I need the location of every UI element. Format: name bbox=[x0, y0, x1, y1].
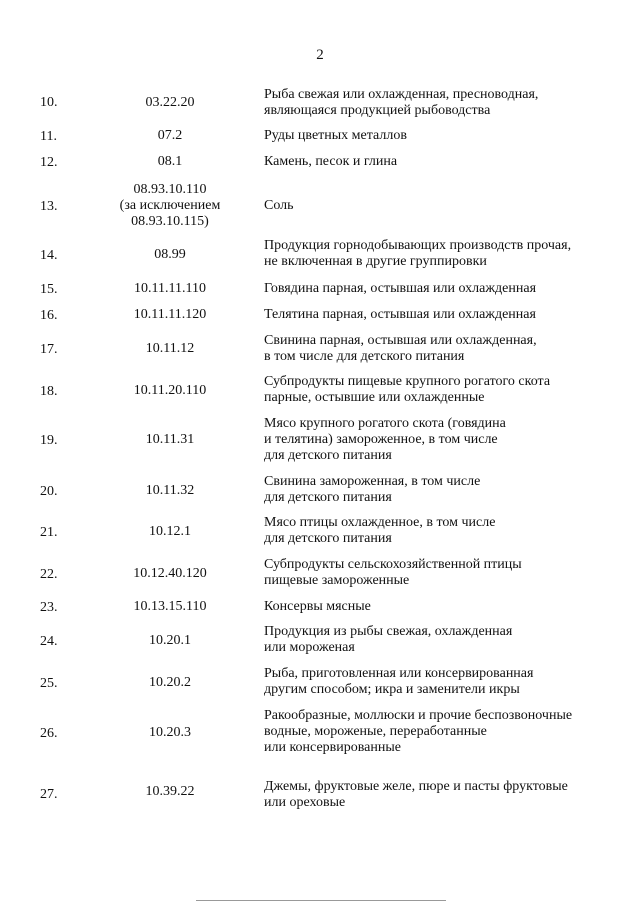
desc-line: Джемы, фруктовые желе, пюре и пасты фруктовые bbox=[264, 779, 568, 794]
row-number: 20. bbox=[40, 484, 58, 499]
okpd-code bbox=[95, 247, 245, 263]
desc-line: Консервы мясные bbox=[264, 599, 371, 614]
desc-line: Продукция из рыбы свежая, охлажденная bbox=[264, 624, 513, 639]
desc-line: пищевые замороженные bbox=[264, 573, 410, 588]
code-line: 10.11.11.120 bbox=[133, 307, 207, 322]
row-number: 12. bbox=[40, 155, 58, 170]
code-line: 10.11.32 bbox=[145, 483, 195, 498]
row-description bbox=[264, 333, 614, 365]
row-description bbox=[264, 779, 614, 811]
code-line: (за исключением bbox=[119, 198, 221, 213]
row-number: 25. bbox=[40, 676, 58, 691]
desc-line: Свинина замороженная, в том числе bbox=[264, 474, 481, 489]
row-description bbox=[264, 154, 614, 170]
okpd-code bbox=[95, 95, 245, 111]
okpd-code bbox=[95, 341, 245, 357]
okpd-code bbox=[95, 128, 245, 144]
row-description bbox=[264, 128, 614, 144]
code-line: 10.20.2 bbox=[149, 675, 191, 690]
row-description bbox=[264, 557, 614, 589]
desc-line: являющаяся продукцией рыбоводства bbox=[264, 103, 491, 118]
okpd-code bbox=[95, 154, 245, 170]
code-line: 10.20.1 bbox=[149, 633, 191, 648]
desc-line: для детского питания bbox=[264, 448, 392, 463]
desc-line: другим способом; икра и заменители икры bbox=[264, 682, 520, 697]
code-line: 10.11.31 bbox=[145, 432, 195, 447]
desc-line: и телятина) замороженное, в том числе bbox=[264, 432, 498, 447]
okpd-code bbox=[95, 307, 245, 323]
desc-line: Мясо птицы охлажденное, в том числе bbox=[264, 515, 496, 530]
desc-line: Камень, песок и глина bbox=[264, 154, 398, 169]
desc-line: Субпродукты пищевые крупного рогатого скота bbox=[264, 374, 551, 389]
row-description bbox=[264, 515, 614, 547]
desc-line: для детского питания bbox=[264, 531, 392, 546]
desc-line: Говядина парная, остывшая или охлажденная bbox=[264, 281, 537, 296]
row-description bbox=[264, 416, 614, 464]
desc-line: водные, мороженые, переработанные bbox=[264, 724, 487, 739]
row-number: 15. bbox=[40, 282, 58, 297]
row-number: 13. bbox=[40, 199, 58, 214]
okpd-code bbox=[95, 725, 245, 741]
okpd-code bbox=[95, 432, 245, 448]
code-line: 03.22.20 bbox=[145, 95, 195, 110]
row-description bbox=[264, 374, 614, 406]
okpd-code bbox=[95, 784, 245, 800]
desc-line: Ракообразные, моллюски и прочие беспозвоночные bbox=[264, 708, 573, 723]
okpd-code bbox=[95, 383, 245, 399]
desc-line: Телятина парная, остывшая или охлажденная bbox=[264, 307, 536, 322]
row-description bbox=[264, 708, 614, 756]
row-number: 24. bbox=[40, 634, 58, 649]
row-description bbox=[264, 666, 614, 698]
desc-line: Продукция горнодобывающих производств прочая, bbox=[264, 238, 572, 253]
okpd-code bbox=[95, 483, 245, 499]
desc-line: или консервированные bbox=[264, 740, 401, 755]
row-description bbox=[264, 474, 614, 506]
row-description bbox=[264, 281, 614, 297]
row-description bbox=[264, 198, 614, 214]
row-number: 14. bbox=[40, 248, 58, 263]
bottom-edge-rule bbox=[196, 900, 446, 901]
code-line: 10.11.20.110 bbox=[133, 383, 207, 398]
code-line: 08.1 bbox=[157, 154, 183, 169]
desc-line: или ореховые bbox=[264, 795, 346, 810]
okpd-code bbox=[95, 566, 245, 582]
row-number: 26. bbox=[40, 726, 58, 741]
row-number: 17. bbox=[40, 342, 58, 357]
row-number: 16. bbox=[40, 308, 58, 323]
row-number: 11. bbox=[40, 129, 57, 144]
row-number: 18. bbox=[40, 384, 58, 399]
okpd-code bbox=[95, 599, 245, 615]
row-description bbox=[264, 599, 614, 615]
code-line: 10.11.12 bbox=[145, 341, 195, 356]
row-number: 23. bbox=[40, 600, 58, 615]
row-description bbox=[264, 238, 614, 270]
code-line: 10.20.3 bbox=[149, 725, 191, 740]
desc-line: Рыба, приготовленная или консервированная bbox=[264, 666, 534, 681]
desc-line: в том числе для детского питания bbox=[264, 349, 465, 364]
okpd-code bbox=[95, 633, 245, 649]
code-line: 10.11.11.110 bbox=[134, 281, 206, 296]
desc-line: Рыба свежая или охлажденная, пресноводная, bbox=[264, 87, 539, 102]
code-line: 10.39.22 bbox=[145, 784, 195, 799]
row-description bbox=[264, 307, 614, 323]
okpd-code bbox=[95, 524, 245, 540]
desc-line: для детского питания bbox=[264, 490, 392, 505]
code-line: 08.93.10.115) bbox=[131, 214, 209, 229]
desc-line: не включенная в другие группировки bbox=[264, 254, 487, 269]
row-number: 22. bbox=[40, 567, 58, 582]
code-line: 08.93.10.110 bbox=[133, 182, 207, 197]
row-number: 27. bbox=[40, 787, 58, 802]
code-line: 10.13.15.110 bbox=[133, 599, 207, 614]
desc-line: парные, остывшие или охлажденные bbox=[264, 390, 485, 405]
code-line: 08.99 bbox=[154, 247, 186, 262]
desc-line: Руды цветных металлов bbox=[264, 128, 407, 143]
row-description bbox=[264, 624, 614, 656]
row-number: 19. bbox=[40, 433, 58, 448]
desc-line: Соль bbox=[264, 198, 294, 213]
desc-line: Субпродукты сельскохозяйственной птицы bbox=[264, 557, 522, 572]
okpd-code bbox=[95, 182, 245, 230]
desc-line: Мясо крупного рогатого скота (говядина bbox=[264, 416, 506, 431]
code-line: 07.2 bbox=[157, 128, 183, 143]
code-line: 10.12.40.120 bbox=[133, 566, 207, 581]
desc-line: или мороженая bbox=[264, 640, 355, 655]
row-number: 21. bbox=[40, 525, 58, 540]
page-number: 2 bbox=[316, 47, 324, 63]
row-number: 10. bbox=[40, 95, 58, 110]
okpd-code bbox=[95, 281, 245, 297]
row-description bbox=[264, 87, 614, 119]
okpd-code bbox=[95, 675, 245, 691]
code-line: 10.12.1 bbox=[149, 524, 191, 539]
desc-line: Свинина парная, остывшая или охлажденная, bbox=[264, 333, 537, 348]
